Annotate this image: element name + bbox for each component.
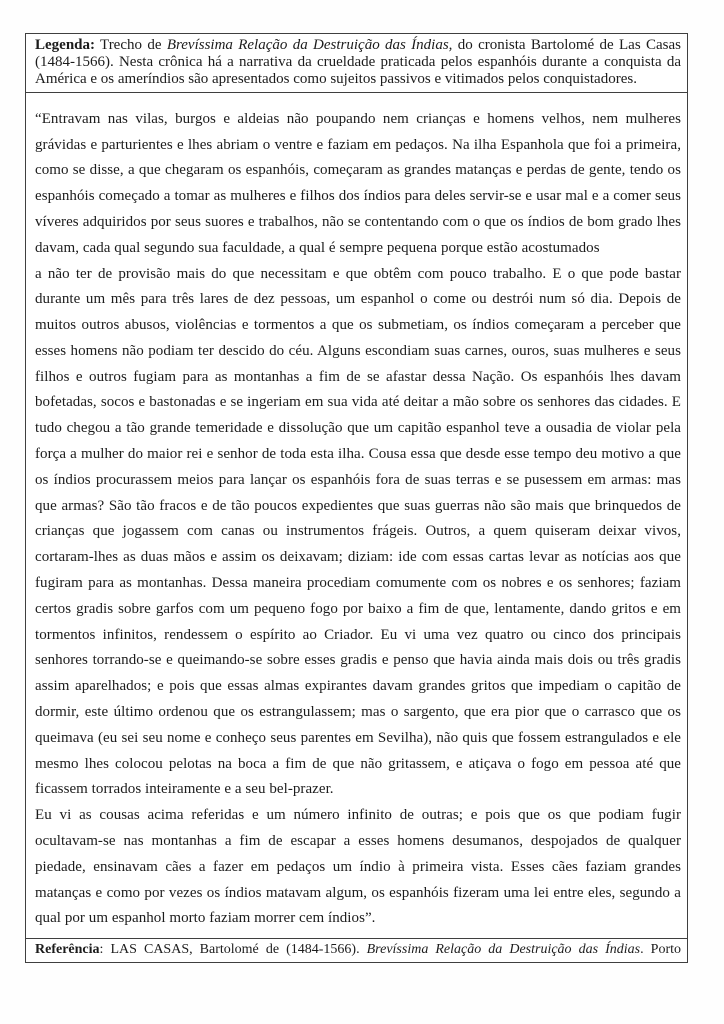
reference-text — [35, 941, 681, 958]
legend-row — [26, 34, 687, 92]
legend-after-title: do cronista Bartolomé de Las Casas (1484-1566). Nesta crônica há a narrativa da crueldade praticada pelos espanhóis durante a conquista da América e os ameríndios são apresentados como sujeitos passivos e vitimados pelos conquistadores. — [35, 37, 681, 87]
reference-separator: : — [99, 942, 111, 958]
legend-before-title: Trecho de — [95, 37, 167, 53]
excerpt-row — [26, 92, 687, 939]
excerpt-paragraph-2: a não ter de provisão mais do que necessitam e que obtêm com pouco trabalho. E o que pode bastar durante um mês para três lares de dez pessoas, um espanhol o come ou destrói num só dia. Depois de muitos outros abusos, violências e tormentos a que os submetiam, os índios começaram a perceber que esses homens não podiam ter descido do céu. Alguns escondiam suas carnes, ouros, suas mulheres e seus filhos e outros fugiam para as montanhas a fim de se afastar dessa Nação. Os espanhóis lhes davam bofetadas, socos e bastonadas e se ingeriam em sua vida até deitar a mão sobre os senhores das cidades. E tudo chegou a tão grande temeridade e dissolução que um capitão espanhol teve a ousadia de violar pela força a mulher do maior rei e senhor de toda esta ilha. Cousa essa que desde esse tempo deu motivo a que os índios procurassem meios para lançar os espanhóis fora de suas terras e se pusessem em armas: mas que armas? São tão fracos e de tão poucos expedientes que suas guerras não são mais que brinquedos de crianças que jogassem com canas ou instrumentos frágeis. Outros, a quem quiseram deixar vivos, cortaram-lhes as duas mãos e assim os deixavam; diziam: ide com essas cartas levar as notícias aos que fugiram para as montanhas. Dessa maneira procediam comumente com os nobres e os senhores; faziam certos gradis sobre garfos com um pequeno fogo por baixo a fim de que, lentamente, dando gritos e em tormentos infinitos, rendessem o espírito ao Criador. Eu vi uma vez quatro ou cinco dos principais senhores torrando-se e queimando-se sobre esses gradis e penso que havia ainda mais dois ou três gradis assim aparelhados; e pois que essas almas expirantes davam grandes gritos que impediam o capitão de dormir, este último ordenou que os estrangulassem; mas o sargento, que era pior que o carrasco que os queimava (eu sei seu nome e conheço seus parentes em Sevilha), não quis que fossem estrangulados e ele mesmo lhes colocou pelotas na boca a fim de que não gritassem, e atiçava o fogo em pessoa até que ficassem torrados inteiramente e a seu bel-prazer. — [35, 265, 681, 798]
legend-text — [35, 37, 681, 88]
excerpt-paragraph-1: “Entravam nas vilas, burgos e aldeias não poupando nem crianças e homens velhos, nem mulheres grávidas e parturientes e lhes abriam o ventre e faziam em pedaços. Na ilha Espanhola que foi a primeira, como se disse, a que chegaram os espanhóis, começaram as grandes matanças e perdas de gente, tendo os espanhóis começado a tomar as mulheres e filhos dos índios para deles servir-se e usar mal e a comer seus víveres adquiridos por seus suores e trabalhos, não se contentando com o que os índios de bom grado lhes davam, cada qual segundo sua faculdade, a qual é sempre pequena porque estão acostumados — [35, 110, 681, 256]
reference-work-title: Brevíssima Relação da Destruição das Índias — [366, 942, 641, 958]
legend-work-title: Brevíssima Relação da Destruição das Índias, — [166, 37, 453, 53]
reference-citation-start: LAS CASAS, Bartolomé de (1484-1566). — [110, 942, 367, 958]
document-table — [25, 33, 688, 963]
legend-label: Legenda: — [35, 37, 95, 53]
reference-citation-end: . Porto — [640, 942, 681, 958]
reference-label: Referência — [35, 942, 100, 958]
reference-row — [26, 938, 687, 962]
excerpt-paragraph-3: Eu vi as cousas acima referidas e um número infinito de outras; e pois que os que podiam fugir ocultavam-se nas montanhas a fim de escapar a esses homens desumanos, despojados de qualquer piedade, ensinavam cães a fazer em pedaços um índio à primeira vista. Esses cães faziam grandes matanças e como por vezes os índios matavam algum, os espanhóis fizeram uma lei entre eles, segundo a qual por um espanhol morto faziam morrer cem índios”. — [35, 807, 681, 927]
